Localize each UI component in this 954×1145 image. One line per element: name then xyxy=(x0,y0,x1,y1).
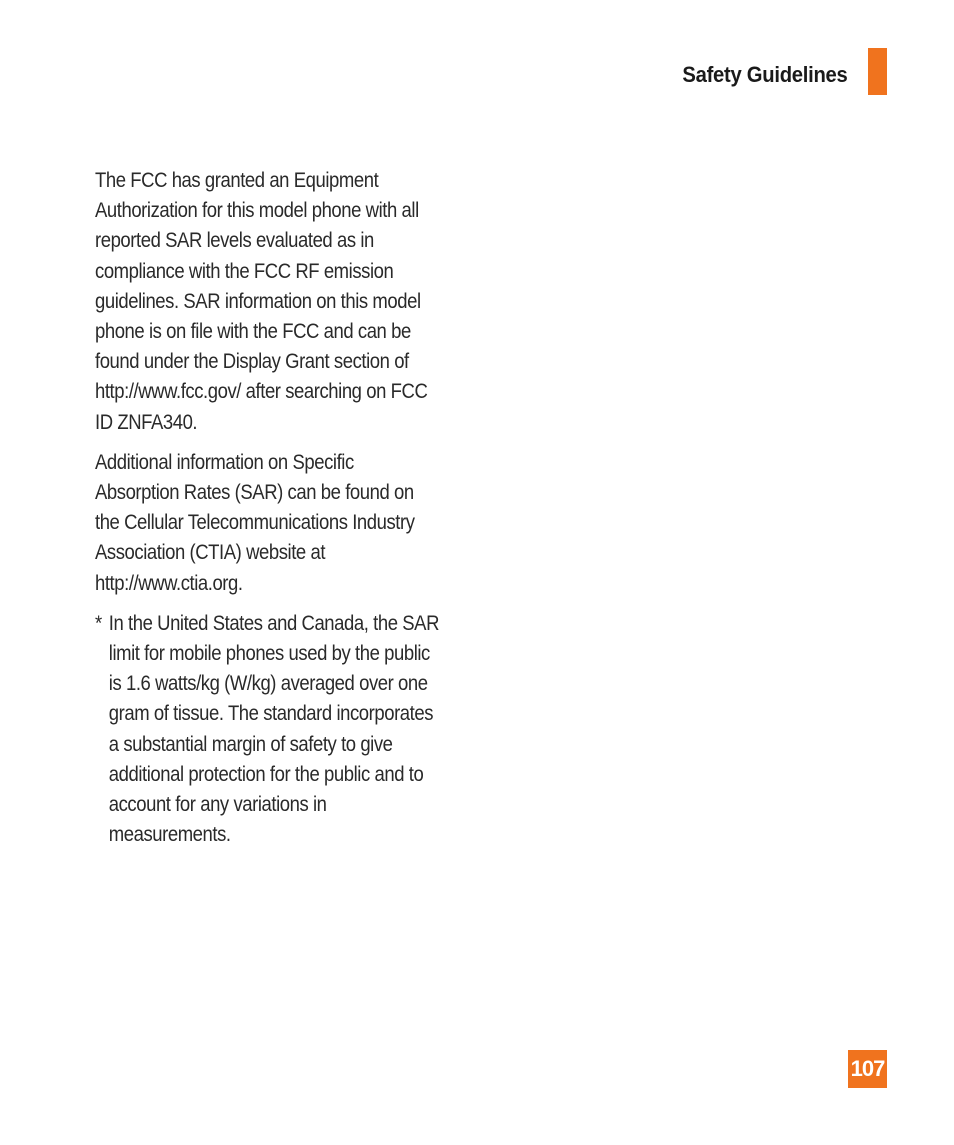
paragraph-fcc-authorization: The FCC has granted an Equipment Authorization for this model phone with all reported SAR levels evaluated as in compliance with the FCC RF emission guidelines. SAR information on this model phone is on file with the FCC and can be found under the Display Grant section of http://www.fcc.gov/ after searching on FCC ID ZNFA340. xyxy=(95,168,428,434)
paragraph-ctia-info: Additional information on Specific Absorption Rates (SAR) can be found on the Cellular Telecommunications Industry Association (CTIA) website at http://www.ctia.org. xyxy=(95,449,415,595)
footnote-sar-limit xyxy=(95,608,439,850)
footnote-text: In the United States and Canada, the SAR limit for mobile phones used by the public is 1.6 watts/kg (W/kg) averaged over one gram of tissue. The standard incorporates a substantial margin of safety to give additional protection for the public and to account for any variations in measurements. xyxy=(108,610,439,847)
page-title: Safety Guidelines xyxy=(682,62,848,87)
page-number: 107 xyxy=(848,1050,887,1088)
footnote-marker: * xyxy=(95,610,102,635)
main-content xyxy=(95,165,439,849)
section-tab-marker xyxy=(868,48,887,95)
